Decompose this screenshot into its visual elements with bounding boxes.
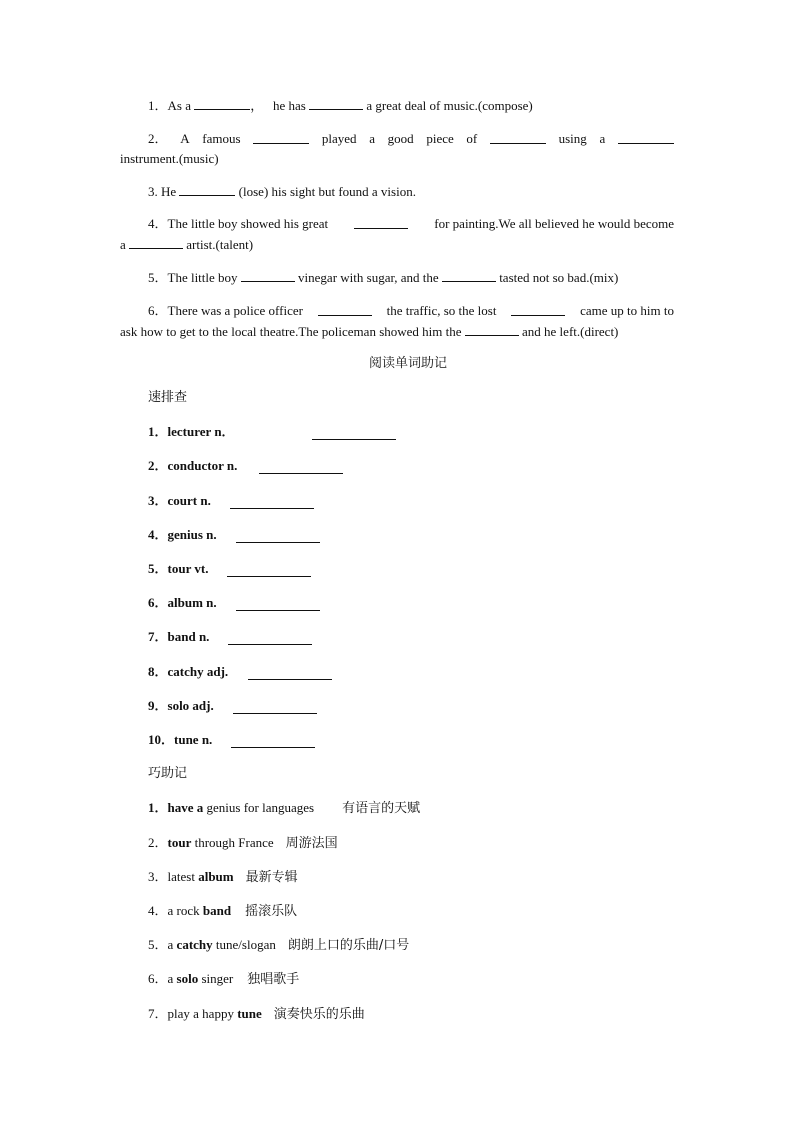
answer-blank[interactable] xyxy=(241,268,295,282)
exercise-text: tasted not so bad.(mix) xyxy=(499,270,619,285)
answer-blank[interactable] xyxy=(231,747,315,748)
exercise-2-line-1 xyxy=(148,130,674,148)
answer-blank[interactable] xyxy=(236,542,320,543)
memory-item: 4．a rock band 摇滚乐队 xyxy=(148,903,298,919)
exercise-3 xyxy=(148,182,416,201)
answer-blank[interactable] xyxy=(236,610,320,611)
exercise-text: a xyxy=(120,237,126,252)
vocab-item: 8．catchy adj. xyxy=(148,664,229,679)
exercise-text: a great deal of music.(compose) xyxy=(366,98,533,113)
exercise-text: for painting.We all believed he would become xyxy=(434,216,674,231)
exercise-4-line-2 xyxy=(120,235,253,254)
exercise-text: ， xyxy=(250,98,264,113)
vocab-item: 10．tune n. xyxy=(148,732,213,747)
exercise-6-line-2 xyxy=(120,322,618,341)
vocab-item: 5．tour vt. xyxy=(148,561,209,576)
exercise-text: A xyxy=(180,131,190,146)
answer-blank[interactable] xyxy=(179,182,235,196)
answer-blank[interactable] xyxy=(442,268,496,282)
exercise-text: piece xyxy=(426,131,454,146)
exercise-text: ask how to get to the local theatre.The policeman showed him the xyxy=(120,324,462,339)
exercise-6-line-1 xyxy=(148,302,674,320)
memory-item: 7．play a happy tune 演奏快乐的乐曲 xyxy=(148,1006,365,1022)
exercise-number: 1． xyxy=(148,98,168,113)
answer-blank[interactable] xyxy=(253,130,309,144)
section-title: 阅读单词助记 xyxy=(369,356,448,371)
exercise-text: of xyxy=(466,131,478,146)
answer-blank[interactable] xyxy=(465,322,519,336)
answer-blank[interactable] xyxy=(230,508,314,509)
vocab-item: 6．album n. xyxy=(148,595,217,610)
memory-item: 2．tour through France 周游法国 xyxy=(148,835,338,851)
exercise-text: he has xyxy=(273,98,306,113)
exercise-text: He xyxy=(161,184,177,199)
exercise-text: 4．The little boy showed his great xyxy=(148,216,329,231)
answer-blank[interactable] xyxy=(618,130,674,144)
quick-check-heading: 速排查 xyxy=(148,390,188,405)
memory-heading: 巧助记 xyxy=(148,766,188,781)
answer-blank[interactable] xyxy=(227,576,311,577)
answer-blank[interactable] xyxy=(511,302,565,316)
memory-item: 6．a solo singer 独唱歌手 xyxy=(148,971,300,987)
exercise-text: using xyxy=(558,131,587,146)
vocab-item: 1．lecturer n． xyxy=(148,424,235,439)
memory-item: 1．have a genius for languages 有语言的天赋 xyxy=(148,800,421,816)
exercise-text: artist.(talent) xyxy=(186,237,254,252)
answer-blank[interactable] xyxy=(490,130,546,144)
vocab-item: 2．conductor n. xyxy=(148,458,238,473)
answer-blank[interactable] xyxy=(354,215,408,229)
exercise-text: (lose) his sight but found a vision. xyxy=(238,184,416,199)
exercise-text: a xyxy=(599,131,606,146)
answer-blank[interactable] xyxy=(248,679,332,680)
vocab-item: 4．genius n. xyxy=(148,527,217,542)
exercise-text: vinegar with sugar, and the xyxy=(298,270,439,285)
vocab-item: 9．solo adj. xyxy=(148,698,214,713)
answer-blank[interactable] xyxy=(318,302,372,316)
answer-blank[interactable] xyxy=(194,96,250,110)
vocab-item: 3．court n. xyxy=(148,493,211,508)
vocab-item: 7．band n. xyxy=(148,629,210,644)
exercise-text: played xyxy=(321,131,357,146)
memory-item: 5．a catchy tune/slogan 朗朗上口的乐曲/口号 xyxy=(148,937,410,953)
answer-blank[interactable] xyxy=(228,644,312,645)
exercise-number: 2． xyxy=(148,131,168,146)
exercise-2-line-2: instrument.(music) xyxy=(120,151,219,166)
memory-item: 3．latest album 最新专辑 xyxy=(148,869,298,885)
exercise-text: came up to him to xyxy=(580,303,674,318)
exercise-1 xyxy=(148,96,533,115)
exercise-text: 6．There was a police officer xyxy=(148,303,303,318)
exercise-5 xyxy=(148,268,618,287)
exercise-text: famous xyxy=(202,131,241,146)
exercise-text: and he left.(direct) xyxy=(522,324,619,339)
answer-blank[interactable] xyxy=(233,713,317,714)
exercise-text: 5．The little boy xyxy=(148,270,238,285)
answer-blank[interactable] xyxy=(129,235,183,249)
exercise-text: the traffic, so the lost xyxy=(386,303,497,318)
answer-blank[interactable] xyxy=(259,473,343,474)
exercise-text: a xyxy=(369,131,375,146)
exercise-number: 3. xyxy=(148,184,158,199)
answer-blank[interactable] xyxy=(309,96,363,110)
exercise-text: As a xyxy=(167,98,191,113)
exercise-4-line-1 xyxy=(148,215,674,233)
answer-blank[interactable] xyxy=(312,439,396,440)
exercise-text: good xyxy=(387,131,414,146)
